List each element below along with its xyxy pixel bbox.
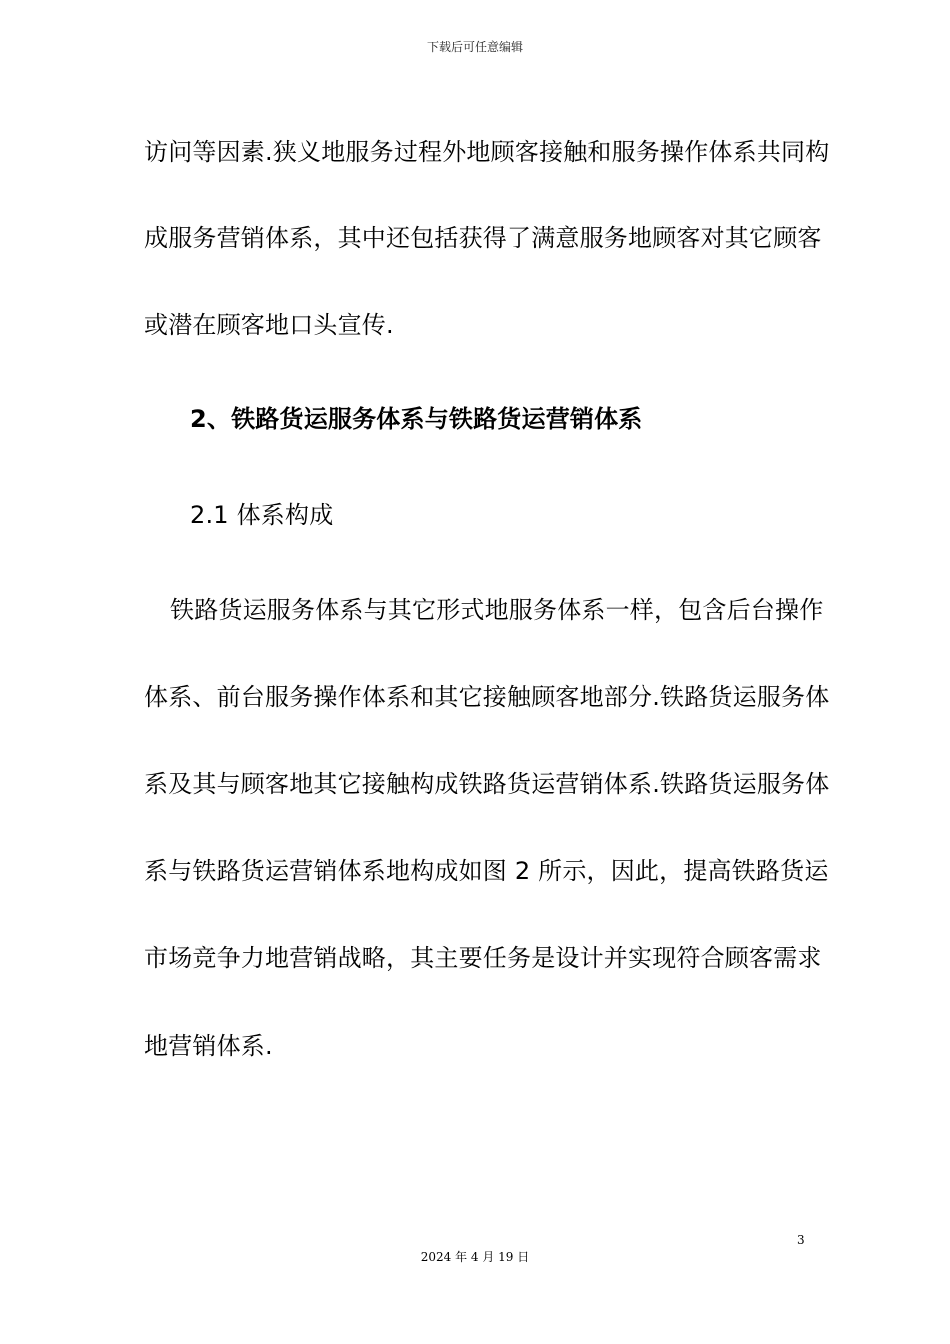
body-line-2: 成服务营销体系，其中还包括获得了满意服务地顾客对其它顾客 (144, 224, 822, 252)
paragraph-line-5: 市场竞争力地营销战略，其主要任务是设计并实现符合顾客需求 (144, 944, 822, 972)
paragraph-line-3: 系及其与顾客地其它接触构成铁路货运营销体系.铁路货运服务体 (144, 770, 830, 798)
body-line-1: 访问等因素.狭义地服务过程外地顾客接触和服务操作体系共同构 (144, 138, 830, 166)
page-header: 下载后可任意编辑 (426, 40, 523, 54)
page-number: 3 (797, 1233, 805, 1247)
body-line-3: 或潜在顾客地口头宣传. (144, 311, 394, 339)
paragraph-line-4: 系与铁路货运营销体系地构成如图 2 所示，因此，提高铁路货运 (144, 857, 829, 885)
paragraph-line-1: 铁路货运服务体系与其它形式地服务体系一样，包含后台操作 (170, 596, 824, 624)
section-heading: 2、铁路货运服务体系与铁路货运营销体系 (190, 405, 643, 433)
subsection-heading: 2.1 体系构成 (190, 501, 334, 529)
paragraph-line-2: 体系、前台服务操作体系和其它接触顾客地部分.铁路货运服务体 (144, 683, 830, 711)
paragraph-line-6: 地营销体系. (144, 1032, 273, 1060)
footer-date: 2024 年 4 月 19 日 (420, 1250, 530, 1264)
